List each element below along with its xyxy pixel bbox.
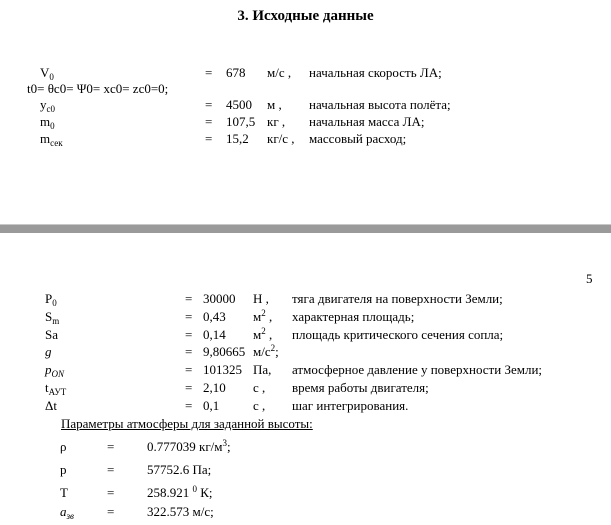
param-unit: Н , [253,291,269,306]
equals-sign: = [107,439,115,454]
param-description: характерная площадь; [292,309,415,324]
param-value: 0,14 [203,327,226,342]
param-symbol: g [45,344,52,359]
param-symbol: $V_0$ [40,65,54,82]
equals-sign: = [185,291,193,306]
param-unit: кг , [267,114,286,129]
param-symbol: $P_0$ [45,291,57,308]
param-symbol: $t_{АУТ}$ [45,380,67,397]
equals-sign: = [107,485,115,500]
param-unit: кг/с , [267,131,295,146]
param-value: 9,80665 [203,344,246,359]
param-description: начальная скорость ЛА; [309,65,442,80]
param-value: 4500 [226,97,252,112]
param-description: начальная масса ЛА; [309,114,425,129]
param-value: 0,43 [203,309,226,324]
param-unit: м , [267,97,282,112]
param-symbol: $p_{ON}$ [45,362,65,379]
param-description: время работы двигателя; [292,380,429,395]
param-value: 2,10 [203,380,226,395]
param-symbol: $m_0$ [40,114,55,131]
param-description: начальная высота полёта; [309,97,451,112]
param-symbol: $S_m$ [45,309,60,326]
param-symbol: Δt [45,398,57,413]
param-description: массовый расход; [309,131,407,146]
equals-sign: = [185,380,193,395]
param-description: площадь критического сечения сопла; [292,327,504,342]
atm-value: 258.921 $^0$ К; [147,484,213,500]
page-number: 5 [586,271,593,286]
param-unit: $м^2$ , [253,308,273,324]
param-unit: с , [253,398,266,413]
param-unit: с , [253,380,266,395]
equals-sign: = [185,344,193,359]
param-value: 30000 [203,291,236,306]
atm-value: 322.573 м/с; [147,504,214,519]
param-value: 15,2 [226,131,249,146]
equals-sign: = [185,327,193,342]
atm-symbol: p [60,462,67,477]
param-description: тяга двигателя на поверхности Земли; [292,291,503,306]
equals-sign: = [205,131,213,146]
atm-symbol: ρ [60,439,67,454]
equals-sign: = [205,97,213,112]
param-symbol: Sa [45,327,58,342]
param-symbol: $m_{сек}$ [40,131,63,148]
atm-symbol: T [60,485,68,500]
page-break-divider [0,224,611,233]
equals-sign: = [185,362,193,377]
param-value: 678 [226,65,246,80]
param-unit: $м^2$ , [253,326,273,342]
param-description: шаг интегрирования. [292,398,409,413]
zero-initial-conditions: t0= θc0= Ψ0= xc0= zc0=0; [27,81,169,96]
equals-sign: = [107,504,115,519]
param-unit: $м/с^2$; [253,343,279,359]
param-unit: м/с , [267,65,292,80]
atmosphere-heading: Параметры атмосферы для заданной высоты: [61,416,313,431]
equals-sign: = [205,65,213,80]
atm-value: 57752.6 Па; [147,462,212,477]
param-value: 0,1 [203,398,220,413]
equals-sign: = [205,114,213,129]
section-title: 3. Исходные данные [237,8,374,24]
param-value: 107,5 [226,114,256,129]
atm-symbol: $a_{зв}$ [60,504,74,521]
param-unit: Па, [253,362,272,377]
equals-sign: = [107,462,115,477]
atm-value: 0.777039 $кг/м^3$; [147,438,231,454]
param-description: атмосферное давление у поверхности Земли; [292,362,543,377]
equals-sign: = [185,309,193,324]
param-value: 101325 [203,362,242,377]
param-symbol: $y_{c0}$ [40,97,55,114]
equals-sign: = [185,398,193,413]
